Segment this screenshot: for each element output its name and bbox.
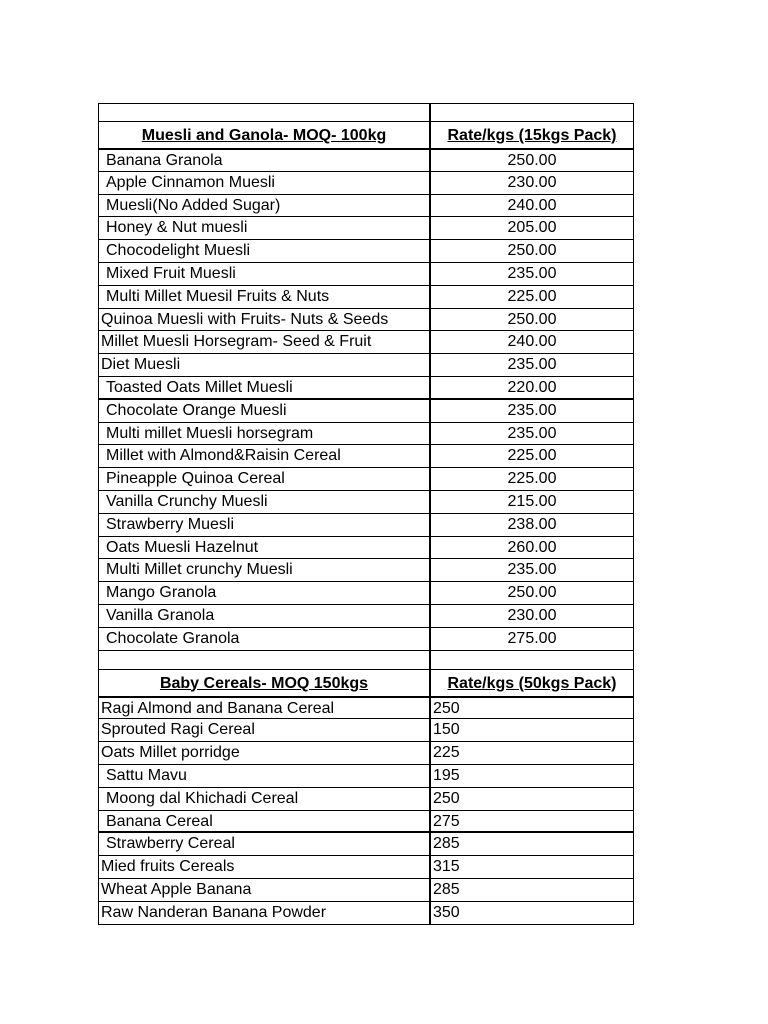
table-row xyxy=(98,582,634,605)
table-row xyxy=(98,240,634,263)
table-row xyxy=(98,423,634,446)
product-name-cell: Muesli(No Added Sugar) xyxy=(98,195,431,217)
table-row xyxy=(98,879,634,902)
table-row xyxy=(98,354,634,377)
table-row xyxy=(98,217,634,240)
rate-cell: 238.00 xyxy=(431,514,634,536)
product-name-cell: Pineapple Quinoa Cereal xyxy=(98,468,431,490)
table-row xyxy=(98,491,634,514)
rate-cell: 235.00 xyxy=(431,263,634,285)
rate-cell: 225.00 xyxy=(431,445,634,467)
table-row xyxy=(98,400,634,423)
product-name-cell: Toasted Oats Millet Muesli xyxy=(98,377,431,398)
table-row xyxy=(98,765,634,788)
product-name-cell: Diet Muesli xyxy=(98,354,431,376)
product-name-cell: Apple Cinnamon Muesli xyxy=(98,172,431,194)
product-name-cell: Raw Nanderan Banana Powder xyxy=(98,902,431,924)
table-row xyxy=(98,286,634,309)
rate-cell: 235.00 xyxy=(431,400,634,422)
section2-header-item: Baby Cereals- MOQ 150kgs xyxy=(98,670,431,696)
rate-cell: 285 xyxy=(431,879,634,901)
rate-cell: 260.00 xyxy=(431,537,634,559)
product-name-cell: Mixed Fruit Muesli xyxy=(98,263,431,285)
table-row xyxy=(98,697,634,720)
table-row xyxy=(98,172,634,195)
table-row xyxy=(98,309,634,332)
product-name-cell: Mango Granola xyxy=(98,582,431,604)
rate-cell: 235.00 xyxy=(431,559,634,581)
product-name-cell: Multi Millet Muesil Fruits & Nuts xyxy=(98,286,431,308)
rate-cell: 275.00 xyxy=(431,628,634,650)
table-row xyxy=(98,856,634,879)
table-row xyxy=(98,628,634,651)
table-row xyxy=(98,788,634,811)
price-list-sheet xyxy=(98,103,634,925)
product-name-cell: Sattu Mavu xyxy=(98,765,431,787)
product-name-cell: Millet with Almond&Raisin Cereal xyxy=(98,445,431,467)
section1-header-rate: Rate/kgs (15kgs Pack) xyxy=(431,122,634,148)
table-row xyxy=(98,605,634,628)
section1-header-row xyxy=(98,122,634,149)
product-name-cell: Honey & Nut muesli xyxy=(98,217,431,239)
rate-cell: 240.00 xyxy=(431,331,634,353)
table-row xyxy=(98,149,634,172)
product-name-cell: Strawberry Cereal xyxy=(98,833,431,855)
rate-cell: 275 xyxy=(431,811,634,832)
section2-header-rate: Rate/kgs (50kgs Pack) xyxy=(431,670,634,696)
rate-cell: 235.00 xyxy=(431,354,634,376)
rate-cell: 150 xyxy=(431,719,634,741)
table-row xyxy=(98,811,634,834)
section2-header-row xyxy=(98,670,634,697)
table-row xyxy=(98,514,634,537)
rate-cell: 250.00 xyxy=(431,582,634,604)
rate-cell: 225.00 xyxy=(431,286,634,308)
product-name-cell: Multi millet Muesli horsegram xyxy=(98,423,431,445)
table-row xyxy=(98,263,634,286)
product-name-cell: Banana Cereal xyxy=(98,811,431,832)
rate-cell: 315 xyxy=(431,856,634,878)
table-row xyxy=(98,742,634,765)
rate-cell: 250.00 xyxy=(431,150,634,171)
product-name-cell: Vanilla Granola xyxy=(98,605,431,627)
rate-cell: 235.00 xyxy=(431,423,634,445)
table-row xyxy=(98,468,634,491)
table-row xyxy=(98,559,634,582)
table-row xyxy=(98,331,634,354)
table-row xyxy=(98,719,634,742)
product-name-cell: Banana Granola xyxy=(98,150,431,171)
table-row xyxy=(98,537,634,560)
blank-row xyxy=(98,651,634,670)
rate-cell: 250.00 xyxy=(431,240,634,262)
product-name-cell: Oats Muesli Hazelnut xyxy=(98,537,431,559)
rate-cell: 220.00 xyxy=(431,377,634,398)
rate-cell: 285 xyxy=(431,833,634,855)
rate-cell: 230.00 xyxy=(431,605,634,627)
table-row xyxy=(98,902,634,925)
product-name-cell: Sprouted Ragi Cereal xyxy=(98,719,431,741)
table-row xyxy=(98,833,634,856)
product-name-cell: Wheat Apple Banana xyxy=(98,879,431,901)
section1-header-item: Muesli and Ganola- MOQ- 100kg xyxy=(98,122,431,148)
section2-body xyxy=(98,697,634,925)
product-name-cell: Millet Muesli Horsegram- Seed & Fruit xyxy=(98,331,431,353)
product-name-cell: Oats Millet porridge xyxy=(98,742,431,764)
rate-cell: 230.00 xyxy=(431,172,634,194)
rate-cell: 250.00 xyxy=(431,309,634,331)
rate-cell: 240.00 xyxy=(431,195,634,217)
product-name-cell: Mied fruits Cereals xyxy=(98,856,431,878)
product-name-cell: Multi Millet crunchy Muesli xyxy=(98,559,431,581)
table-row xyxy=(98,377,634,400)
rate-cell: 195 xyxy=(431,765,634,787)
product-name-cell: Chocodelight Muesli xyxy=(98,240,431,262)
section1-body xyxy=(98,149,634,651)
rate-cell: 250 xyxy=(431,698,634,719)
rate-cell: 225 xyxy=(431,742,634,764)
table-row xyxy=(98,445,634,468)
product-name-cell: Chocolate Granola xyxy=(98,628,431,650)
product-name-cell: Strawberry Muesli xyxy=(98,514,431,536)
product-name-cell: Vanilla Crunchy Muesli xyxy=(98,491,431,513)
rate-cell: 225.00 xyxy=(431,468,634,490)
table-row xyxy=(98,195,634,218)
blank-row xyxy=(98,103,634,122)
rate-cell: 350 xyxy=(431,902,634,924)
rate-cell: 205.00 xyxy=(431,217,634,239)
rate-cell: 215.00 xyxy=(431,491,634,513)
rate-cell: 250 xyxy=(431,788,634,810)
product-name-cell: Chocolate Orange Muesli xyxy=(98,400,431,422)
product-name-cell: Quinoa Muesli with Fruits- Nuts & Seeds xyxy=(98,309,431,331)
product-name-cell: Moong dal Khichadi Cereal xyxy=(98,788,431,810)
product-name-cell: Ragi Almond and Banana Cereal xyxy=(98,698,431,719)
